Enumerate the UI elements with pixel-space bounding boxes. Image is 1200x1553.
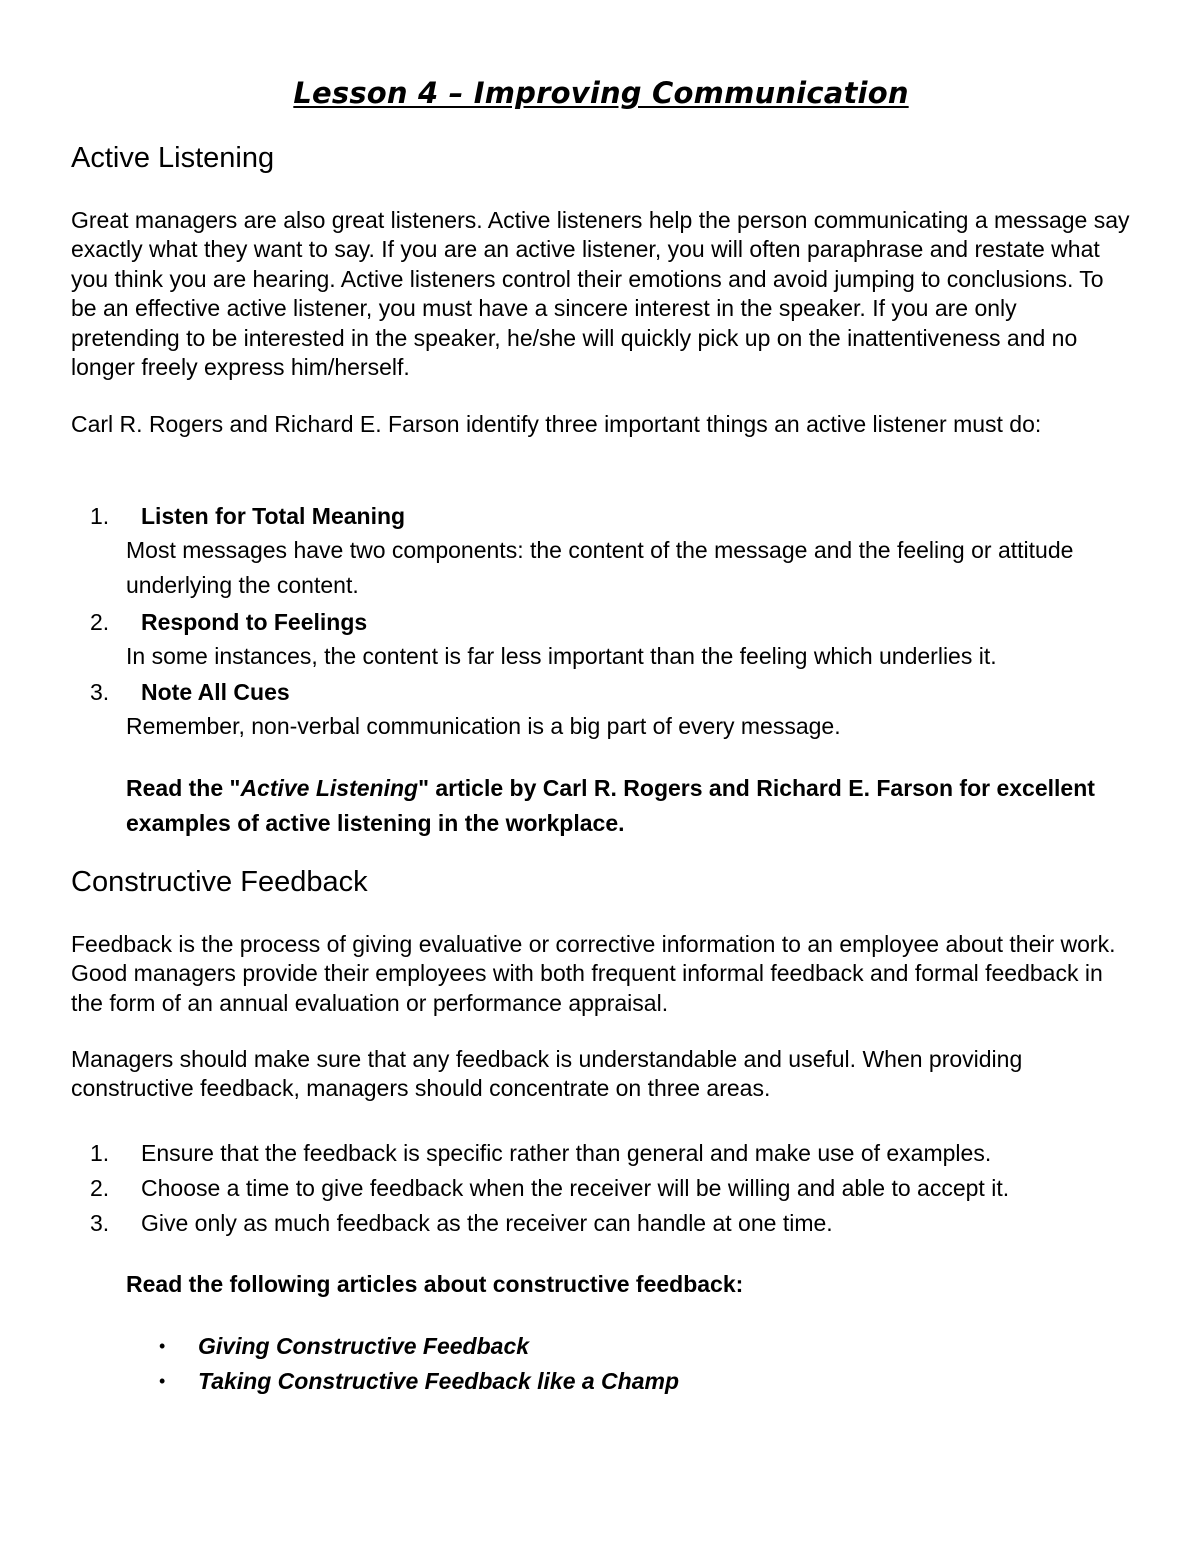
list-item-body: Remember, non-verbal communication is a big part of every message. bbox=[126, 713, 841, 739]
section-heading-constructive-feedback: Constructive Feedback bbox=[71, 866, 368, 898]
article-link-taking-feedback[interactable]: Taking Constructive Feedback like a Champ bbox=[198, 1368, 680, 1394]
list-number: 1. bbox=[90, 503, 110, 529]
list-item: Ensure that the feedback is specific rather than general and make use of examples. bbox=[141, 1140, 992, 1166]
note-suffix: " article by Carl R. Rogers and Richard E. Farson for excellent examples of active listening in the workplace. bbox=[126, 775, 1095, 836]
list-number: 2. bbox=[90, 609, 110, 635]
constructive-feedback-para-1: Feedback is the process of giving evaluative or corrective information to an employee about their work. Good managers provide their employees with both frequent informal feedback and formal feedback in the form of an annual evaluation or performance appraisal. bbox=[71, 931, 1116, 1016]
list-item-title: Listen for Total Meaning bbox=[141, 503, 406, 529]
list-number: 1. bbox=[90, 1140, 110, 1166]
list-item-body: Most messages have two components: the content of the message and the feeling or attitude underlying the content. bbox=[126, 537, 1074, 598]
article-link-active-listening[interactable]: Active Listening bbox=[240, 775, 419, 801]
constructive-feedback-para-2: Managers should make sure that any feedback is understandable and useful. When providing constructive feedback, managers should concentrate on three areas. bbox=[71, 1046, 1023, 1102]
list-number: 3. bbox=[90, 1210, 110, 1236]
section-heading-active-listening: Active Listening bbox=[71, 142, 275, 174]
note-prefix: Read the " bbox=[126, 775, 241, 801]
list-item: Choose a time to give feedback when the receiver will be willing and able to accept it. bbox=[141, 1175, 1010, 1201]
list-item-title: Respond to Feelings bbox=[141, 609, 368, 635]
active-listening-intro: Great managers are also great listeners. Active listeners help the person communicating a message say exactly what they want to say. If you are an active listener, you will often paraphrase and restate what you think you are hearing. Active listeners control their emotions and avoid jumping to conclusions. To be an effective active listener, you must have a sincere interest in the speaker. If you are only pretending to be interested in the speaker, he/she will quickly pick up on the inattentiveness and no longer freely express him/herself. bbox=[71, 207, 1130, 381]
list-number: 3. bbox=[90, 679, 110, 705]
list-item-title: Note All Cues bbox=[141, 679, 290, 705]
bullet-icon: • bbox=[159, 1371, 166, 1391]
list-number: 2. bbox=[90, 1175, 110, 1201]
list-item: Give only as much feedback as the receiver can handle at one time. bbox=[141, 1210, 833, 1236]
article-link-giving-feedback[interactable]: Giving Constructive Feedback bbox=[198, 1333, 530, 1359]
active-listening-lead: Carl R. Rogers and Richard E. Farson identify three important things an active listener must do: bbox=[71, 411, 1042, 437]
active-listening-reading-note bbox=[126, 771, 1126, 841]
page-title: Lesson 4 – Improving Communication bbox=[293, 76, 909, 110]
constructive-feedback-articles-lead: Read the following articles about constructive feedback: bbox=[126, 1271, 744, 1297]
bullet-icon: • bbox=[159, 1336, 166, 1356]
list-item-body: In some instances, the content is far less important than the feeling which underlies it. bbox=[126, 643, 997, 669]
